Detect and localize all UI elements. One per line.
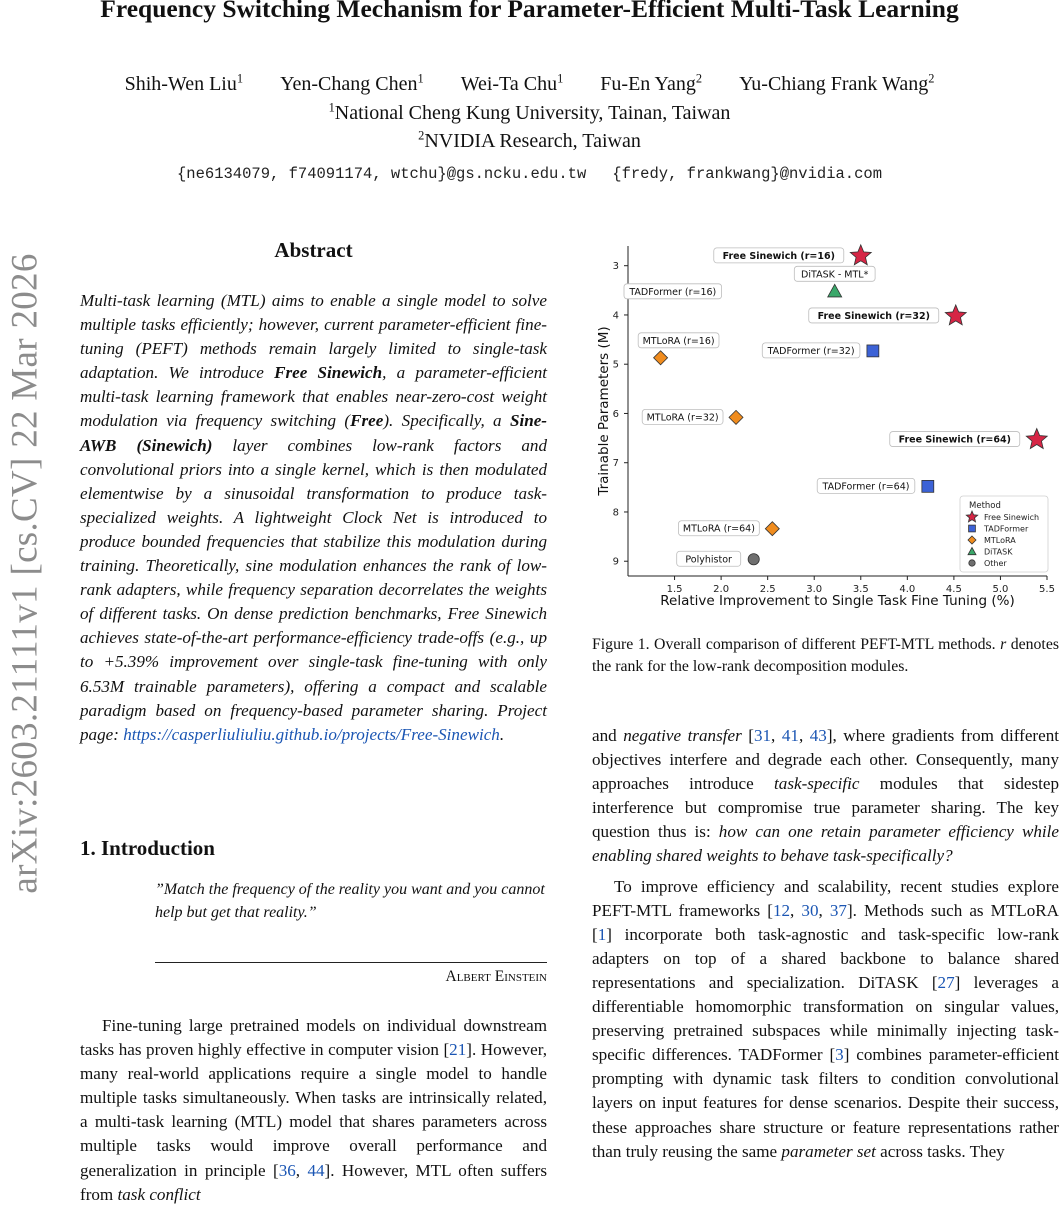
legend-title: Method bbox=[969, 501, 1001, 511]
citation-link[interactable]: 36 bbox=[278, 1160, 296, 1180]
data-point bbox=[729, 410, 743, 424]
email-list: {ne6134079, f74091174, wtchu}@gs.ncku.edu.tw {fredy, frankwang}@nvidia.com bbox=[176, 165, 883, 183]
y-tick-label: 3 bbox=[612, 261, 619, 273]
y-tick-label: 9 bbox=[612, 556, 619, 568]
citation-link[interactable]: 1 bbox=[597, 924, 607, 944]
arxiv-stamp: arXiv:2603.21111v1 [cs.CV] 22 Mar 2026 bbox=[4, 253, 46, 894]
citation-link[interactable]: 3 bbox=[835, 1045, 844, 1065]
project-page-link[interactable]: https://casperliuliuliu.github.io/projects/Free-Sinewich bbox=[123, 724, 500, 744]
y-axis-label: Trainable Parameters (M) bbox=[596, 326, 612, 496]
legend-label: Other bbox=[984, 559, 1007, 568]
citation-link[interactable]: 21 bbox=[449, 1040, 467, 1060]
citation-link[interactable]: 30 bbox=[801, 900, 819, 920]
data-point bbox=[748, 554, 759, 565]
legend-label: TADFormer bbox=[984, 524, 1029, 534]
x-tick-label: 5.0 bbox=[992, 584, 1009, 595]
legend-label: MTLoRA bbox=[984, 536, 1016, 545]
comparison-scatter-chart bbox=[592, 240, 1059, 612]
data-point bbox=[922, 480, 934, 492]
data-label: TADFormer (r=32) bbox=[767, 345, 855, 357]
epigraph-rule bbox=[155, 962, 547, 963]
epigraph-quote: ”Match the frequency of the reality you want and you cannot help but get that reality.” bbox=[155, 881, 545, 921]
abstract-heading: Abstract bbox=[274, 238, 353, 262]
x-tick-label: 4.5 bbox=[945, 584, 962, 595]
x-tick-label: 1.5 bbox=[666, 584, 683, 595]
citation-link[interactable]: 27 bbox=[937, 972, 955, 992]
y-tick-label: 4 bbox=[612, 310, 619, 322]
intro-paragraph-continued: and negative transfer [31, 41, 43], where gradients from different objectives interfere and degrade each other. Consequently, many approaches introduce task-specific modules that sidestep interference but compromise true parameter sharing. The key question thus is: how can one retain parameter efficiency while enabling shared weights to behave task-specifically? bbox=[592, 726, 1059, 866]
data-point bbox=[828, 284, 842, 297]
affiliation-1: $^1$National Cheng Kung University, Tainan, Taiwan bbox=[328, 100, 731, 124]
data-point bbox=[1026, 429, 1047, 449]
data-label: Polyhistor bbox=[685, 554, 732, 566]
x-tick-label: 2.0 bbox=[713, 584, 730, 595]
affiliation-2: $^2$NVIDIA Research, Taiwan bbox=[418, 128, 641, 152]
intro-paragraph: Fine-tuning large pretrained models on individual downstream tasks has proven highly effective in computer vision [21]. However, many real-world applications require a single model to handle multiple tasks simultaneously. When tasks are intrinsically related, a multi-task learning (MTL) model that shares parameters across multiple tasks would improve overall performance and generalization in principle [36, 44]. However, MTL often suffers from task conflict bbox=[80, 1016, 548, 1204]
author-list bbox=[0, 73, 1059, 96]
x-tick-label: 4.0 bbox=[899, 584, 916, 595]
legend-label: Free Sinewich bbox=[984, 513, 1040, 522]
citation-link[interactable]: 43 bbox=[809, 726, 827, 745]
data-label: MTLoRA (r=32) bbox=[646, 412, 719, 424]
author: Fu-En Yang$^2$ bbox=[600, 71, 703, 95]
legend-marker bbox=[969, 560, 975, 566]
x-axis-label: Relative Improvement to Single Task Fine Tuning (%) bbox=[660, 593, 1015, 609]
data-point bbox=[765, 522, 779, 536]
epigraph-author: Albert Einstein bbox=[445, 968, 547, 985]
data-point bbox=[945, 305, 966, 325]
data-label: Free Sinewich (r=16) bbox=[722, 250, 835, 262]
data-label: MTLoRA (r=64) bbox=[682, 523, 755, 535]
data-label: TADFormer (r=16) bbox=[629, 286, 717, 298]
legend-marker bbox=[969, 525, 976, 532]
right-column bbox=[592, 724, 1059, 1164]
x-tick-label: 3.0 bbox=[806, 584, 823, 595]
data-label: MTLoRA (r=16) bbox=[642, 335, 715, 347]
paper-title: Frequency Switching Mechanism for Parameter-Efficient Multi-Task Learning bbox=[100, 0, 959, 23]
citation-link[interactable]: 41 bbox=[781, 726, 799, 745]
author: Yen-Chang Chen$^1$ bbox=[280, 71, 424, 95]
data-point bbox=[654, 351, 668, 365]
data-label: DiTASK - MTL* bbox=[801, 269, 869, 281]
author: Shih-Wen Liu$^1$ bbox=[124, 71, 244, 95]
data-label: Free Sinewich (r=32) bbox=[817, 310, 930, 322]
section-heading-introduction: 1. Introduction bbox=[80, 836, 215, 860]
figure-caption: Figure 1. Overall comparison of different PEFT-MTL methods. r denotes the rank for the low-rank decomposition modules. bbox=[592, 636, 1059, 675]
y-tick-label: 8 bbox=[612, 507, 619, 519]
y-tick-label: 7 bbox=[612, 458, 619, 470]
x-tick-label: 3.5 bbox=[852, 584, 869, 595]
legend-label: DiTASK bbox=[984, 547, 1013, 557]
left-column bbox=[80, 238, 548, 1204]
y-tick-label: 5 bbox=[612, 359, 619, 371]
y-tick-label: 6 bbox=[612, 408, 619, 420]
author: Wei-Ta Chu$^1$ bbox=[460, 71, 564, 95]
citation-link[interactable]: 44 bbox=[307, 1160, 325, 1180]
data-label: Free Sinewich (r=64) bbox=[898, 434, 1011, 446]
x-tick-label: 2.5 bbox=[759, 584, 776, 595]
citation-link[interactable]: 12 bbox=[772, 900, 791, 920]
abstract-text: Multi-task learning (MTL) aims to enable a single model to solve multiple tasks efficiently; however, current parameter-efficient fine-tuning (PEFT) methods remain largely limited to single-task adaptation. We introduce Free Sinewich, a parameter-efficient multi-task learning framework that enables near-zero-cost weight modulation via frequency switching (Free). Specifically, a Sine-AWB (Sinewich) layer combines low-rank factors and convolutional priors into a single kernel, which is then modulated elementwise by a sinusoidal transformation to produce task-specialized weights. A lightweight Clock Net is introduced to produce bounded frequencies that stabilize this modulation during training. Theoretically, sine modulation enhances the rank of low-rank adapters, while frequency separation decorrelates the weights of different tasks. On dense prediction benchmarks, Free Sinewich achieves state-of-the-art performance-efficiency trade-offs (e.g., up to +5.39% improvement over single-task fine-tuning with only 6.53M trainable parameters), offering a compact and scalable paradigm based on frequency-based parameter sharing. Project page: https://casperliuliuliu.github.io/projects/Free-Sinewich. bbox=[80, 291, 547, 744]
author: Yu-Chiang Frank Wang$^2$ bbox=[739, 71, 935, 95]
figure-1 bbox=[592, 240, 1059, 612]
intro-paragraph-peft: To improve efficiency and scalability, recent studies explore PEFT-MTL frameworks [12, 30, 37]. Methods such as MTLoRA [1] incorporate both task-agnostic and task-specific low-rank adapters on top of a shared backbone to balance shared representations and specialization. DiTASK [27] leverages a differentiable homomorphic transformation on singular values, preserving pretrained subspaces while minimally injecting task-specific differences. TADFormer [3] combines parameter-efficient prompting with dynamic task filters to condition convolutional layers on input features for dense scenarios. Despite their success, these approaches share structure or feature representations rather than truly reusing the same parameter set across tasks. They bbox=[592, 876, 1059, 1161]
x-tick-label: 5.5 bbox=[1039, 584, 1055, 595]
citation-link[interactable]: 31 bbox=[753, 726, 772, 745]
data-label: TADFormer (r=64) bbox=[822, 481, 910, 493]
citation-link[interactable]: 37 bbox=[829, 900, 847, 920]
data-point bbox=[850, 245, 871, 265]
data-point bbox=[867, 345, 879, 357]
